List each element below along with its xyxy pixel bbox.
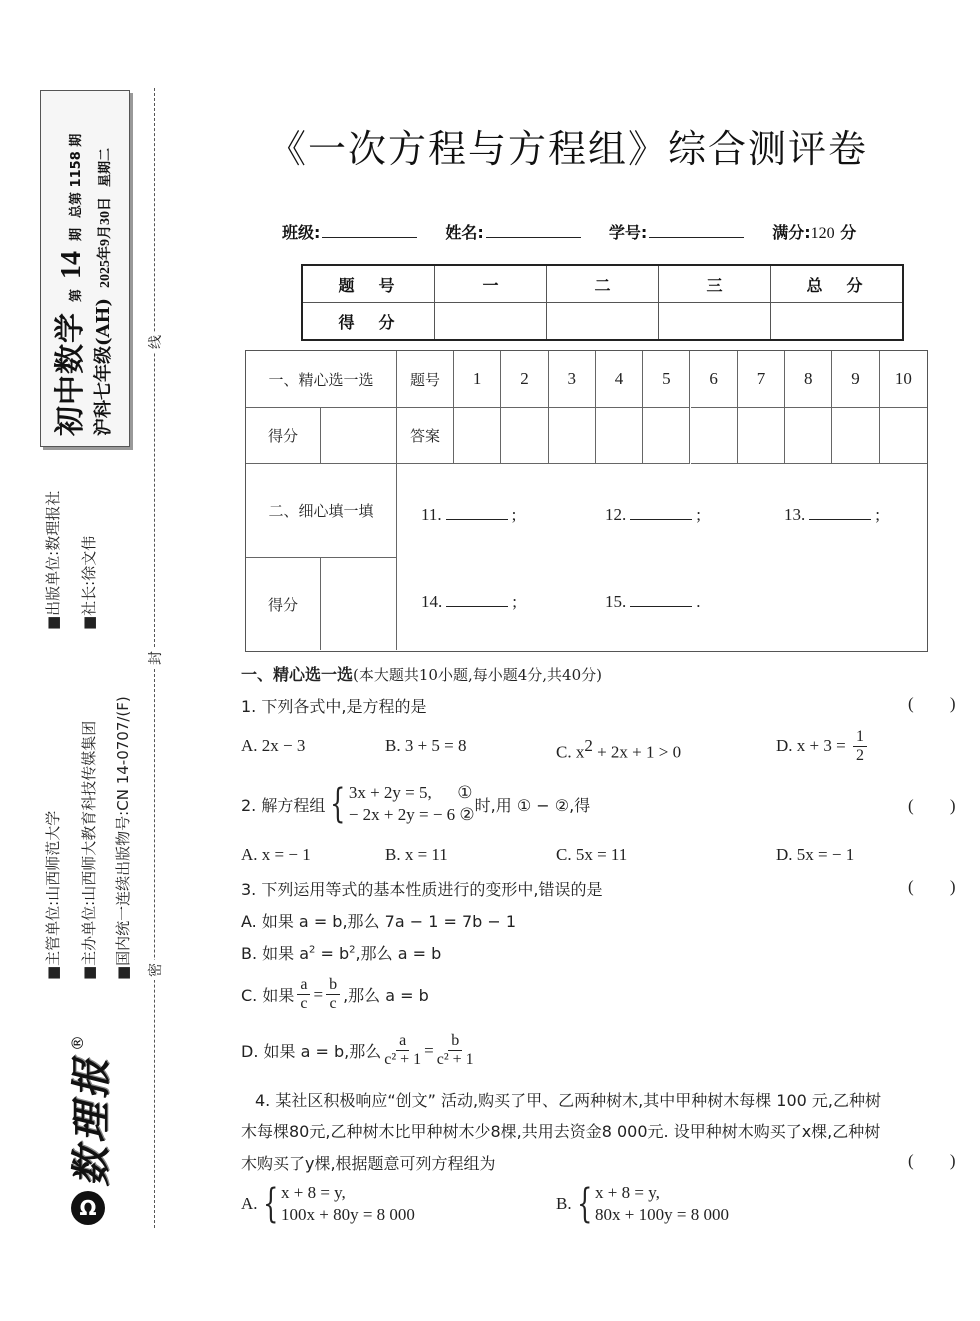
q3-option-c[interactable]: C. 如果 $\frac{a}{c}$ = $\frac{b}{c}$ ,那么 a = b [241, 976, 429, 1012]
section1-heading: 一、精心选一选(本大题共10小题,每小题4分,共40分) [241, 665, 602, 684]
question-number-cell: 7 [738, 351, 785, 408]
cut-label-secret: 密 [145, 960, 165, 980]
q3-stem: 3. 下列运用等式的基本性质进行的变形中,错误的是 [241, 880, 603, 899]
weekday: 星期二 [98, 147, 113, 187]
q3-option-d[interactable]: D. 如果 a = b,那么 $\frac{a}{\text{c² + 1}}$ = $\frac{b}{\text{c² + 1}}$ [241, 1032, 474, 1068]
q4-stem-line2: 木每棵80元,乙种树木比甲种树木少8棵,共用去资金8 000元. 设甲种树木购买了x棵,乙种树 [241, 1122, 881, 1141]
answer-input-cell[interactable] [454, 408, 501, 464]
logo-text: 数理报 [67, 1055, 115, 1187]
q2-answer-paren[interactable]: ( ) [908, 796, 956, 815]
score-cell-part-3[interactable] [659, 303, 771, 341]
edition: 沪科七年级(AH) [93, 297, 114, 436]
q1-option-b[interactable]: B. 3 + 5 = 8 [385, 736, 467, 755]
student-id-field [609, 220, 744, 243]
answer-input-cell[interactable] [596, 408, 643, 464]
newspaper-name: 初中数学 [53, 312, 88, 436]
question-number-cell: 2 [501, 351, 548, 408]
q3-answer-paren[interactable]: ( ) [908, 877, 956, 896]
publisher-col-2 [78, 460, 98, 630]
student-id-input[interactable] [649, 223, 744, 238]
section1-score-input[interactable] [321, 408, 397, 464]
fill-item-11[interactable]: 11. ; [421, 505, 517, 524]
q1-stem: 1. 下列各式中,是方程的是 [241, 697, 427, 716]
section2-label-cell: 二、细心填一填 [246, 464, 397, 558]
score-table [301, 264, 904, 341]
answer-input-cell[interactable] [738, 408, 785, 464]
q1-option-d[interactable]: D. x + 3 = $\frac{1}{2}$ [776, 728, 870, 765]
answer-input-cell[interactable] [549, 408, 596, 464]
question-number-cell: 4 [596, 351, 643, 408]
brand-logo [60, 1015, 116, 1225]
fill-item-12[interactable]: 12. ; [605, 505, 701, 524]
student-id-label: 学号: [608, 223, 648, 242]
answer-input-cell[interactable] [880, 408, 927, 464]
section1-score-label: 得分 [246, 408, 321, 464]
question-number-cell: 10 [880, 351, 927, 408]
president: ■社长:徐文伟 [80, 535, 98, 630]
score-cell-part-2[interactable] [547, 303, 659, 341]
full-score [772, 220, 856, 243]
q3-option-a[interactable]: A. 如果 a = b,那么 7a − 1 = 7b − 1 [241, 912, 517, 931]
full-score-label: 满分: [772, 223, 811, 242]
question-number-cell: 8 [785, 351, 832, 408]
answer-input-cell[interactable] [832, 408, 879, 464]
registered-mark-icon: ® [67, 1035, 87, 1051]
issue-number: 14 [56, 250, 87, 279]
score-cell-part-1[interactable] [435, 303, 547, 341]
q1-option-c[interactable]: C. x2 + 2x + 1 > 0 [556, 736, 682, 762]
q2-option-a[interactable]: A. x = − 1 [241, 845, 311, 864]
serial-number: ■国内统一连续出版物号:CN 14-0707/(F) [114, 696, 132, 980]
issue-suffix: 期 [69, 227, 84, 241]
question-number-cell: 9 [832, 351, 879, 408]
page-title: 《一次方程与方程组》综合测评卷 [268, 127, 869, 171]
answer-input-cell[interactable] [501, 408, 548, 464]
issue-prefix: 第 [69, 288, 84, 302]
score-header-part-3: 三 [659, 265, 771, 303]
answer-input-cell[interactable] [691, 408, 738, 464]
fill-item-13[interactable]: 13. ; [784, 505, 880, 524]
sponsor-unit: ■主办单位:山西师大教育科技传媒集团 [80, 720, 98, 980]
name-label: 姓名: [445, 223, 484, 242]
issue-date: 2025年9月30日 [98, 196, 113, 288]
score-table-score-row [302, 303, 903, 341]
class-label: 班级: [282, 223, 321, 242]
q4-stem-line3: 木购买了y棵,根据题意可列方程组为 [241, 1154, 496, 1173]
question-number-cell: 6 [691, 351, 738, 408]
publisher-col-3 [42, 760, 62, 980]
publisher-col-1 [42, 460, 62, 630]
answer-input-cell[interactable] [785, 408, 832, 464]
question-number-cell: 1 [454, 351, 501, 408]
score-cell-total[interactable] [771, 303, 904, 341]
cut-label-seal: 封 [145, 648, 165, 668]
section1-label-cell: 一、精心选一选 [246, 351, 397, 408]
cut-label-line: 线 [145, 332, 165, 352]
class-input[interactable] [322, 223, 417, 238]
answer-input-cell[interactable] [643, 408, 690, 464]
score-header-part-1: 一 [435, 265, 547, 303]
total-issue: 总第 1158 期 [69, 133, 84, 218]
answer-label-cell: 答案 [397, 408, 454, 464]
name-input[interactable] [486, 223, 581, 238]
publisher-unit: ■出版单位:数理报社 [44, 490, 62, 630]
student-info-line [282, 220, 856, 243]
fill-in-answer-area [397, 464, 927, 650]
q2-stem: 2. 解方程组 { 3x + 2y = 5, ① − 2x + 2y = − 6 ② 时,用 ① − ②,得 [241, 781, 591, 827]
score-header-question-no: 题号 [302, 265, 435, 303]
class-field [282, 220, 417, 243]
q1-option-a[interactable]: A. 2x − 3 [241, 736, 306, 755]
name-field [445, 220, 580, 243]
question-number-cell: 3 [549, 351, 596, 408]
publisher-col-4 [78, 660, 98, 980]
q4-option-a[interactable]: A. { x + 8 = y, 100x + 80y = 8 000 [241, 1181, 415, 1227]
q2-option-d[interactable]: D. 5x = − 1 [776, 845, 855, 864]
score-header-part-2: 二 [547, 265, 659, 303]
full-score-unit: 分 [840, 223, 857, 242]
score-row-label: 得分 [302, 303, 435, 341]
fill-item-14[interactable]: 14. ; [421, 592, 517, 611]
q2-equation-system: { 3x + 2y = 5, ① − 2x + 2y = − 6 ② [330, 781, 475, 827]
answer-sheet-table [245, 350, 928, 652]
logo-mark-icon: Ω [71, 1191, 105, 1225]
section1-note: (本大题共10小题,每小题4分,共40分) [353, 666, 602, 684]
question-number-cell: 5 [643, 351, 690, 408]
question-no-label-cell: 题号 [397, 351, 454, 408]
score-header-total: 总分 [771, 265, 904, 303]
q1-answer-paren[interactable]: ( ) [908, 694, 956, 713]
q4-option-b[interactable]: B. { x + 8 = y, 80x + 100y = 8 000 [556, 1181, 729, 1227]
q4-answer-paren[interactable]: ( ) [908, 1151, 956, 1170]
q2-option-b[interactable]: B. x = 11 [385, 845, 448, 864]
section2-score-label: 得分 [246, 558, 321, 650]
supervising-unit: ■主管单位:山西师范大学 [44, 810, 62, 980]
q3-option-b[interactable]: B. 如果 $a^2 = b^2$,那么 a = b [241, 944, 442, 963]
publisher-col-5 [112, 655, 132, 980]
score-table-header-row [302, 265, 903, 303]
masthead [40, 90, 130, 447]
full-score-value: 120 [810, 225, 835, 242]
fill-item-15[interactable]: 15. . [605, 592, 701, 611]
section2-score-input[interactable] [321, 558, 397, 650]
q4-stem-line1: 4. 某社区积极响应“创文” 活动,购买了甲、乙两种树木,其中甲种树木每棵 100 元,乙种树 [255, 1091, 881, 1110]
q2-option-c[interactable]: C. 5x = 11 [556, 845, 628, 864]
